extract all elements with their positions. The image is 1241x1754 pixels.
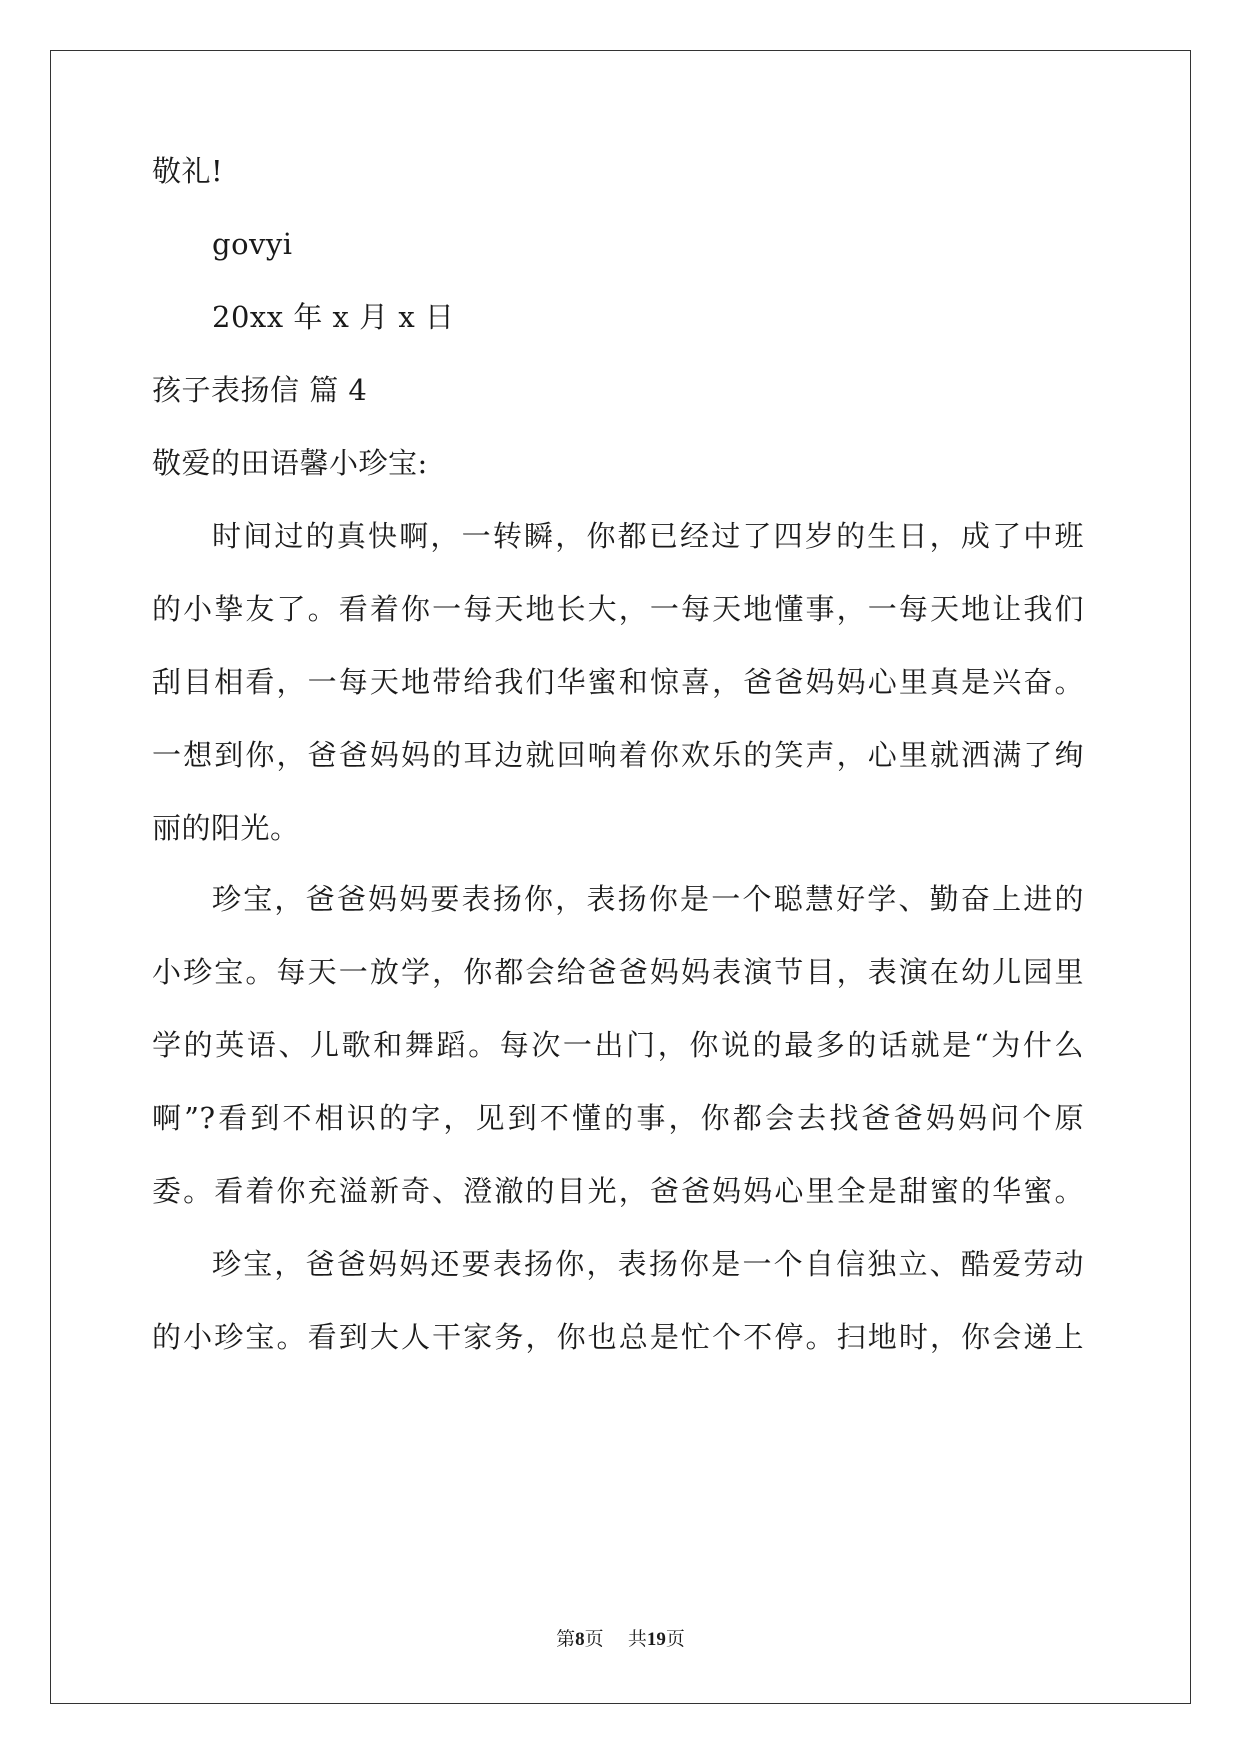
paragraph-1-line-4: 一想到你，爸爸妈妈的耳边就回响着你欢乐的笑声，心里就洒满了绚 — [152, 738, 1084, 772]
paragraph-2-line-2: 小珍宝。每天一放学，你都会给爸爸妈妈表演节目，表演在幼儿园里 — [152, 955, 1084, 989]
paragraph-1-line-1: 时间过的真快啊，一转瞬，你都已经过了四岁的生日，成了中班 — [212, 519, 1084, 553]
footer-total-prefix: 共 — [627, 1628, 647, 1650]
paragraph-2-line-3: 学的英语、儿歌和舞蹈。每次一出门，你说的最多的话就是“为什么 — [152, 1028, 1084, 1062]
footer-prefix: 第 — [556, 1628, 576, 1650]
current-page-number: 8 — [575, 1629, 585, 1650]
page-footer — [0, 1626, 1241, 1653]
paragraph-3-line-1: 珍宝，爸爸妈妈还要表扬你，表扬你是一个自信独立、酷爱劳动 — [212, 1247, 1084, 1281]
paragraph-1-line-5: 丽的阳光。 — [152, 811, 300, 845]
paragraph-2-line-1: 珍宝，爸爸妈妈要表扬你，表扬你是一个聪慧好学、勤奋上进的 — [212, 882, 1084, 916]
signature: govyi — [212, 227, 293, 261]
paragraph-1-line-3: 刮目相看，一每天地带给我们华蜜和惊喜，爸爸妈妈心里真是兴奋。 — [152, 665, 1084, 699]
letter-greeting: 敬爱的田语馨小珍宝: — [152, 446, 428, 480]
date-line: 20xx 年 x 月 x 日 — [212, 300, 455, 334]
closing-salutation: 敬礼! — [152, 154, 224, 188]
paragraph-1-line-2: 的小挚友了。看着你一每天地长大，一每天地懂事，一每天地让我们 — [152, 592, 1084, 626]
total-page-count: 19 — [646, 1629, 666, 1650]
footer-total-suffix: 页 — [665, 1628, 685, 1650]
section-heading: 孩子表扬信 篇 4 — [152, 373, 368, 407]
paragraph-2-line-4: 啊”?看到不相识的字，见到不懂的事，你都会去找爸爸妈妈问个原 — [152, 1101, 1084, 1135]
paragraph-3-line-2: 的小珍宝。看到大人干家务，你也总是忙个不停。扫地时，你会递上 — [152, 1320, 1084, 1354]
footer-page-suffix: 页 — [584, 1628, 604, 1650]
paragraph-2-line-5: 委。看着你充溢新奇、澄澈的目光，爸爸妈妈心里全是甜蜜的华蜜。 — [152, 1174, 1084, 1208]
